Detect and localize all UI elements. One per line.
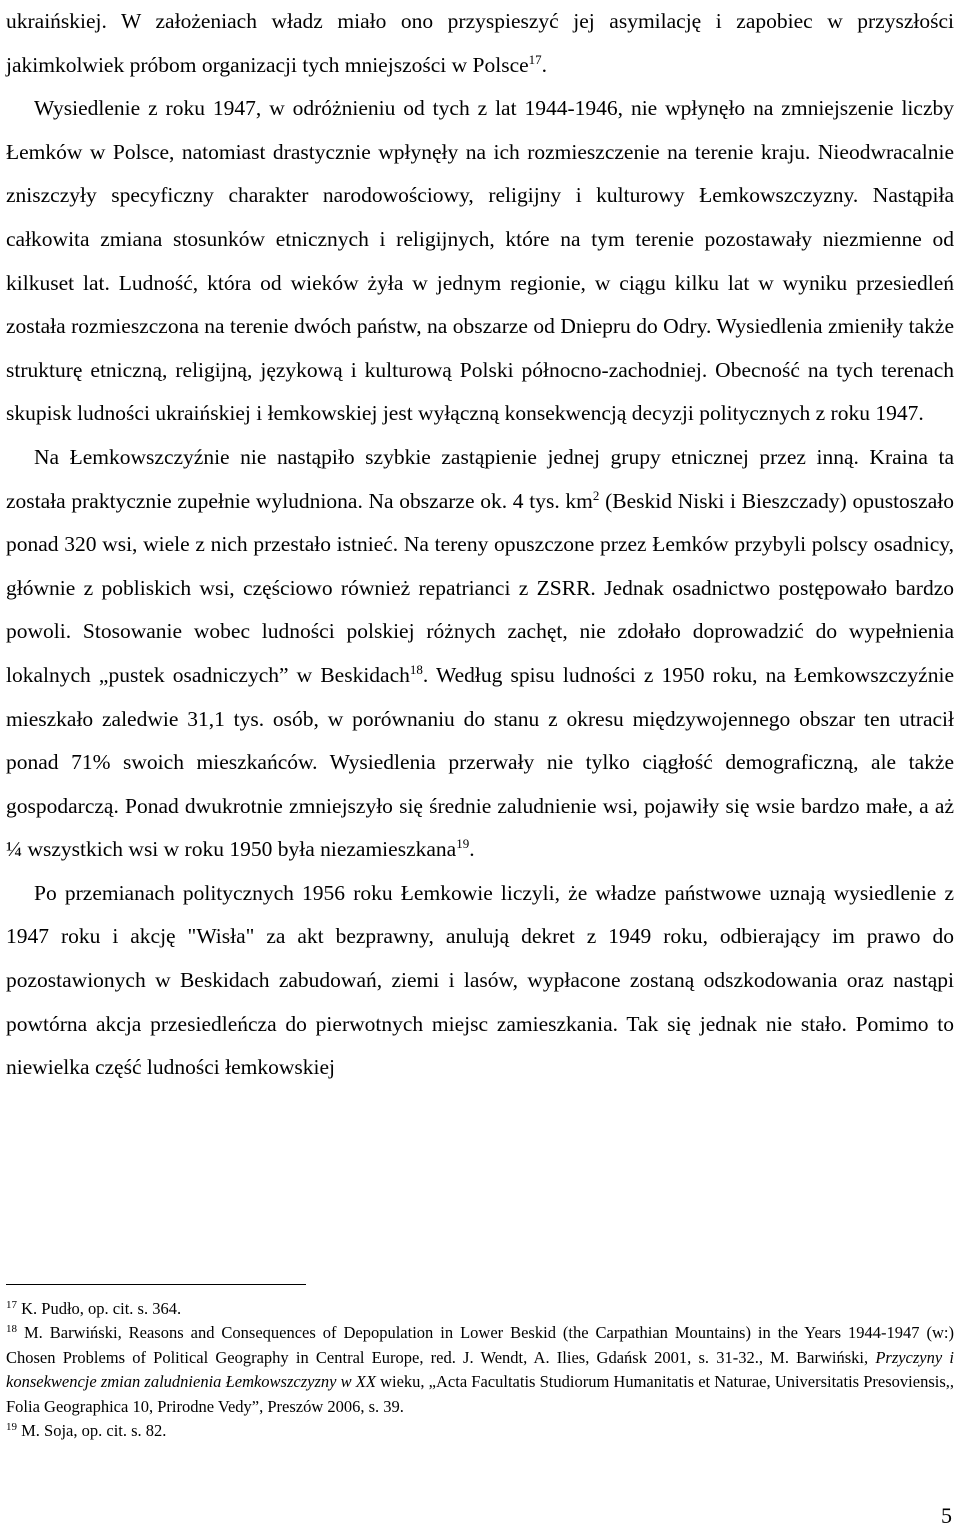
paragraph-1-end: . [541, 52, 548, 77]
paragraph-3-part-c: . Według spisu ludności z 1950 roku, na Łemkowszczyźnie mieszkało zaledwie 31,1 tys. osób, w porównaniu do stanu z okresu międzywojennego obszar ten utracił ponad 71% swoich mieszkańców. Wysiedlenia przerwały nie tylko ciągłość demograficzną, ale także gospodarczą. Ponad dwukrotnie zmniejszyło się średnie zaludnienie wsi, pojawiły się wsie bardzo małe, a aż ¼ wszystkich wsi w roku 1950 była niezamieszkana [6, 662, 954, 862]
footnote-ref-17: 17 [528, 51, 542, 67]
footnote-19-number: 19 [6, 1421, 17, 1434]
footnote-17 [6, 1297, 954, 1321]
footnote-18-italic-title: Przyczyny i konsekwencje zmian zaludnienia Łemkowszczyzny w XX [6, 1347, 954, 1392]
footnote-18-text: M. Barwiński, Reasons and Consequences of Depopulation in Lower Beskid (the Carpathian Mountains) in the Years 1944-1947 (w:) Chosen Problems of Political Geography in Central Europe, red. J. Wendt, A. Ilies, Gdańsk 2001, s. 31-32., M. Barwiński, [6, 1323, 954, 1367]
footnote-18-number: 18 [6, 1323, 17, 1336]
footnote-ref-18: 18 [409, 661, 423, 677]
paragraph-3-end: . [469, 837, 475, 862]
body-text [6, 0, 954, 1090]
paragraph-2: Wysiedlenie z roku 1947, w odróżnieniu od tych z lat 1944-1946, nie wpłynęło na zmniejszenie liczby Łemków w Polsce, natomiast drastycznie wpłynęły na ich rozmieszczenie na terenie kraju. Nieodwracalnie zniszczyły specyficzny charakter narodowościowy, religijny i kulturowy Łemkowszczyzny. Nastąpiła całkowita zmiana stosunków etnicznych i religijnych, które na tym terenie pozostawały niezmienne od kilkuset lat. Ludność, która od wieków żyła w jednym regionie, w ciągu kilku lat w wyniku przesiedleń została rozmieszczona na terenie dwóch państw, na obszarze od Dniepru do Odry. Wysiedlenia zmieniły także strukturę etniczną, religijną, językową i kulturową Polski północno-zachodniej. Obecność na tych terenach skupisk ludności ukraińskiej i łemkowskiej jest wyłączną konsekwencją decyzji politycznych z roku 1947. [6, 96, 954, 426]
footnote-19 [6, 1419, 954, 1443]
superscript-squared: 2 [592, 487, 600, 503]
page-number: 5 [941, 1503, 952, 1528]
paragraph-1-text: ukraińskiej. W założeniach władz miało ono przyspieszyć jej asymilację i zapobiec w przyszłości jakimkolwiek próbom organizacji tych mniejszości w Polsce [6, 9, 954, 77]
paragraph-3-part-b: (Beskid Niski i Bieszczady) opustoszało ponad 320 wsi, wiele z nich przestało istnieć. Na tereny opuszczone przez Łemków przybyli polscy osadnicy, głównie z pobliskich wsi, częściowo również repatrianci z ZSRR. Jednak osadnictwo postępowało bardzo powoli. Stosowanie wobec ludności polskiej różnych zachęt, nie zdołało doprowadzić do wypełnienia lokalnych „pustek osadniczych” w Beskidach [6, 488, 954, 687]
footnote-17-number: 17 [6, 1299, 17, 1311]
paragraph-3-part-a: Na Łemkowszczyźnie nie nastąpiło szybkie zastąpienie jednej grupy etnicznej przez inną. Kraina ta została praktycznie zupełnie wyludniona. Na obszarze ok. 4 tys. km [6, 444, 954, 513]
footnote-19-text: M. Soja, op. cit. s. 82. [17, 1421, 167, 1441]
footnote-18-text-end: wieku, „Acta Facultatis Studiorum Humanitatis et Naturae, Universitatis Presoviensis,, Folia Geographica 10, Prirodne Vedy”, Preszów 2006, s. 39. [6, 1372, 954, 1416]
footnote-17-text: K. Pudło, op. cit. s. 364. [17, 1299, 182, 1318]
footnote-18 [6, 1321, 954, 1419]
footnote-ref-19: 19 [456, 836, 470, 852]
footnote-separator [6, 1284, 306, 1285]
document-page [6, 0, 954, 1090]
footnotes [6, 1297, 954, 1443]
paragraph-4: Po przemianach politycznych 1956 roku Łemkowie liczyli, że władze państwowe uznają wysiedlenie z 1947 roku i akcję "Wisła" za akt bezprawny, anulują dekret z 1949 roku, odbierający im prawo do pozostawionych w Beskidach zabudowań, ziemi i lasów, wypłacone zostaną odszkodowania oraz nastąpi powtórna akcja przesiedleńcza do pierwotnych miejsc zamieszkania. Tak się jednak nie stało. Pomimo to niewielka część ludności łemkowskiej [6, 880, 954, 1080]
paragraph-3 [6, 436, 954, 872]
paragraph-continuation [6, 0, 954, 87]
